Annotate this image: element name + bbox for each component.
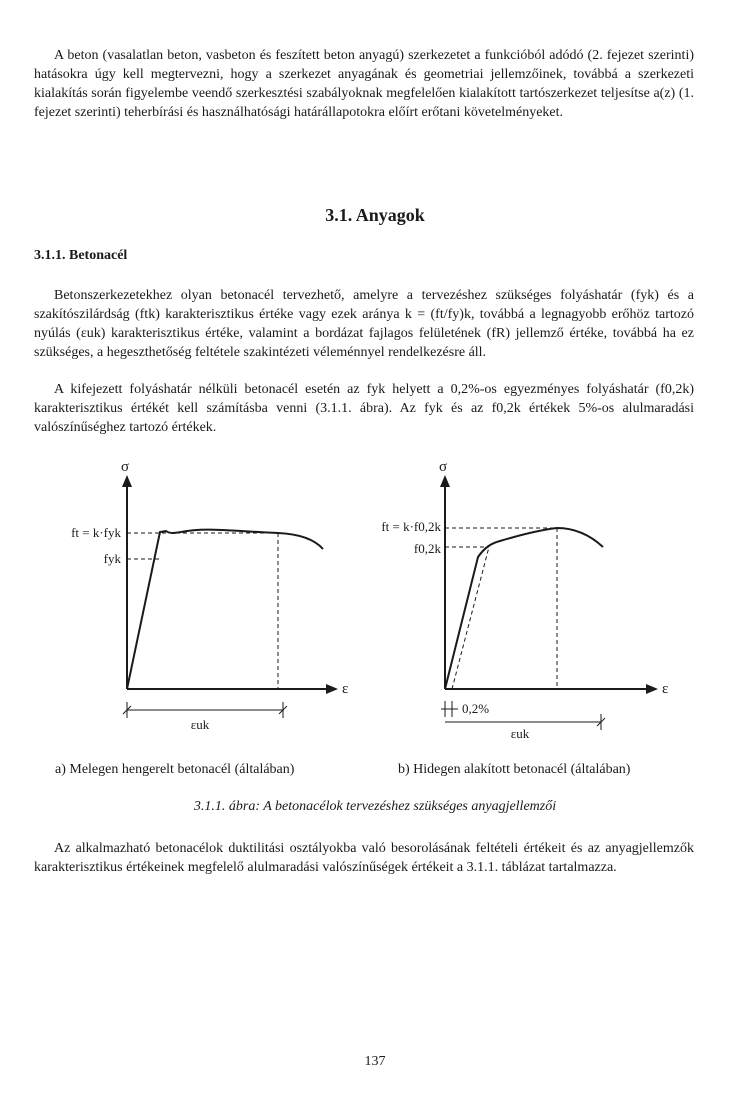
section-title: 3.1. Anyagok [325,205,425,225]
figure-stress-strain [0,455,750,785]
sigma-arrow-icon [440,475,450,487]
diagram-hot-rolled [71,459,348,732]
intro-paragraph: A beton (vasalatlan beton, vasbeton és feszített beton anyagú) szerkezetet a funkcióból adódó (2. fejezet szerinti) hatásokra úgy kell megtervezni, hogy a szerkezet anyagának és geometriai jellemzőinek, továbbá a szerkezeti kialakítás során figyelembe veendő szerkesztési szabályoknak megfelelően kialakított tartószerkezet teljesítse a(z) (1. fejezet szerinti) teherbírási és használhatósági határállapotokra előírt erőtani követelményeket. [34,48,694,120]
ft-label: ft = k·fyk [71,525,121,540]
offset-label: 0,2% [462,701,490,716]
stress-strain-curve [445,528,603,689]
caption-a: a) Melegen hengerelt betonacél (általában) [55,762,295,777]
sigma-arrow-icon [122,475,132,487]
paragraph-duktilitas: Az alkalmazható betonacélok duktilitási osztályokba való besorolásának feltételi értékeit és az anyagjellemzők karakterisztikus értékeinek megfelelő alulmaradási valószínűségek értékeit a 3.1.1. táblázat tartalmazza. [34,841,694,875]
euk-label: εuk [510,726,530,741]
caption-b: b) Hidegen alakított betonacél (általában) [398,762,631,777]
diagram-cold-worked [381,459,668,741]
euk-label: εuk [190,717,210,732]
sigma-label: σ [121,459,130,475]
epsilon-arrow-icon [326,684,338,694]
epsilon-label: ε [662,681,669,697]
offset-line [452,547,489,689]
paragraph-folyashatar: A kifejezett folyáshatár nélküli betonacél esetén az fyk helyett a 0,2%-os egyezményes folyáshatár (f0,2k) karakterisztikus értékét kell számításba venni (3.1.1. ábra). Az fyk és az f0,2k értékek 5%-os alulmaradási valószínűséghez tartozó értékek. [34,382,694,435]
ft-label: ft = k·f0,2k [381,519,441,534]
stress-strain-diagrams [0,455,750,755]
epsilon-arrow-icon [646,684,658,694]
stress-strain-curve [127,530,323,689]
page-number: 137 [364,1054,386,1069]
figure-caption: 3.1.1. ábra: A betonacélok tervezéshez szükséges anyagjellemzői [193,799,557,814]
sigma-label: σ [439,459,448,475]
f02k-label: f0,2k [413,541,441,556]
subsection-title: 3.1.1. Betonacél [34,248,128,263]
fyk-label: fyk [103,551,121,566]
paragraph-betonacel: Betonszerkezetekhez olyan betonacél tervezhető, amelyre a tervezéshez szükséges folyáshatár (fyk) és a szakítószilárdság (ftk) karakterisztikus értéke vagy ezek aránya k = (ft/fy)k, továbbá a legnagyobb erőhöz tartozó nyúlás (εuk) karakterisztikus értéke, valamint a bordázat fajlagos felületének (fR) jellemző értéke, továbbá ha ez szükséges, a hegeszthetőség feltétele szakintézeti véleménnyel rendelkezésre áll. [34,288,694,360]
epsilon-label: ε [342,681,349,697]
